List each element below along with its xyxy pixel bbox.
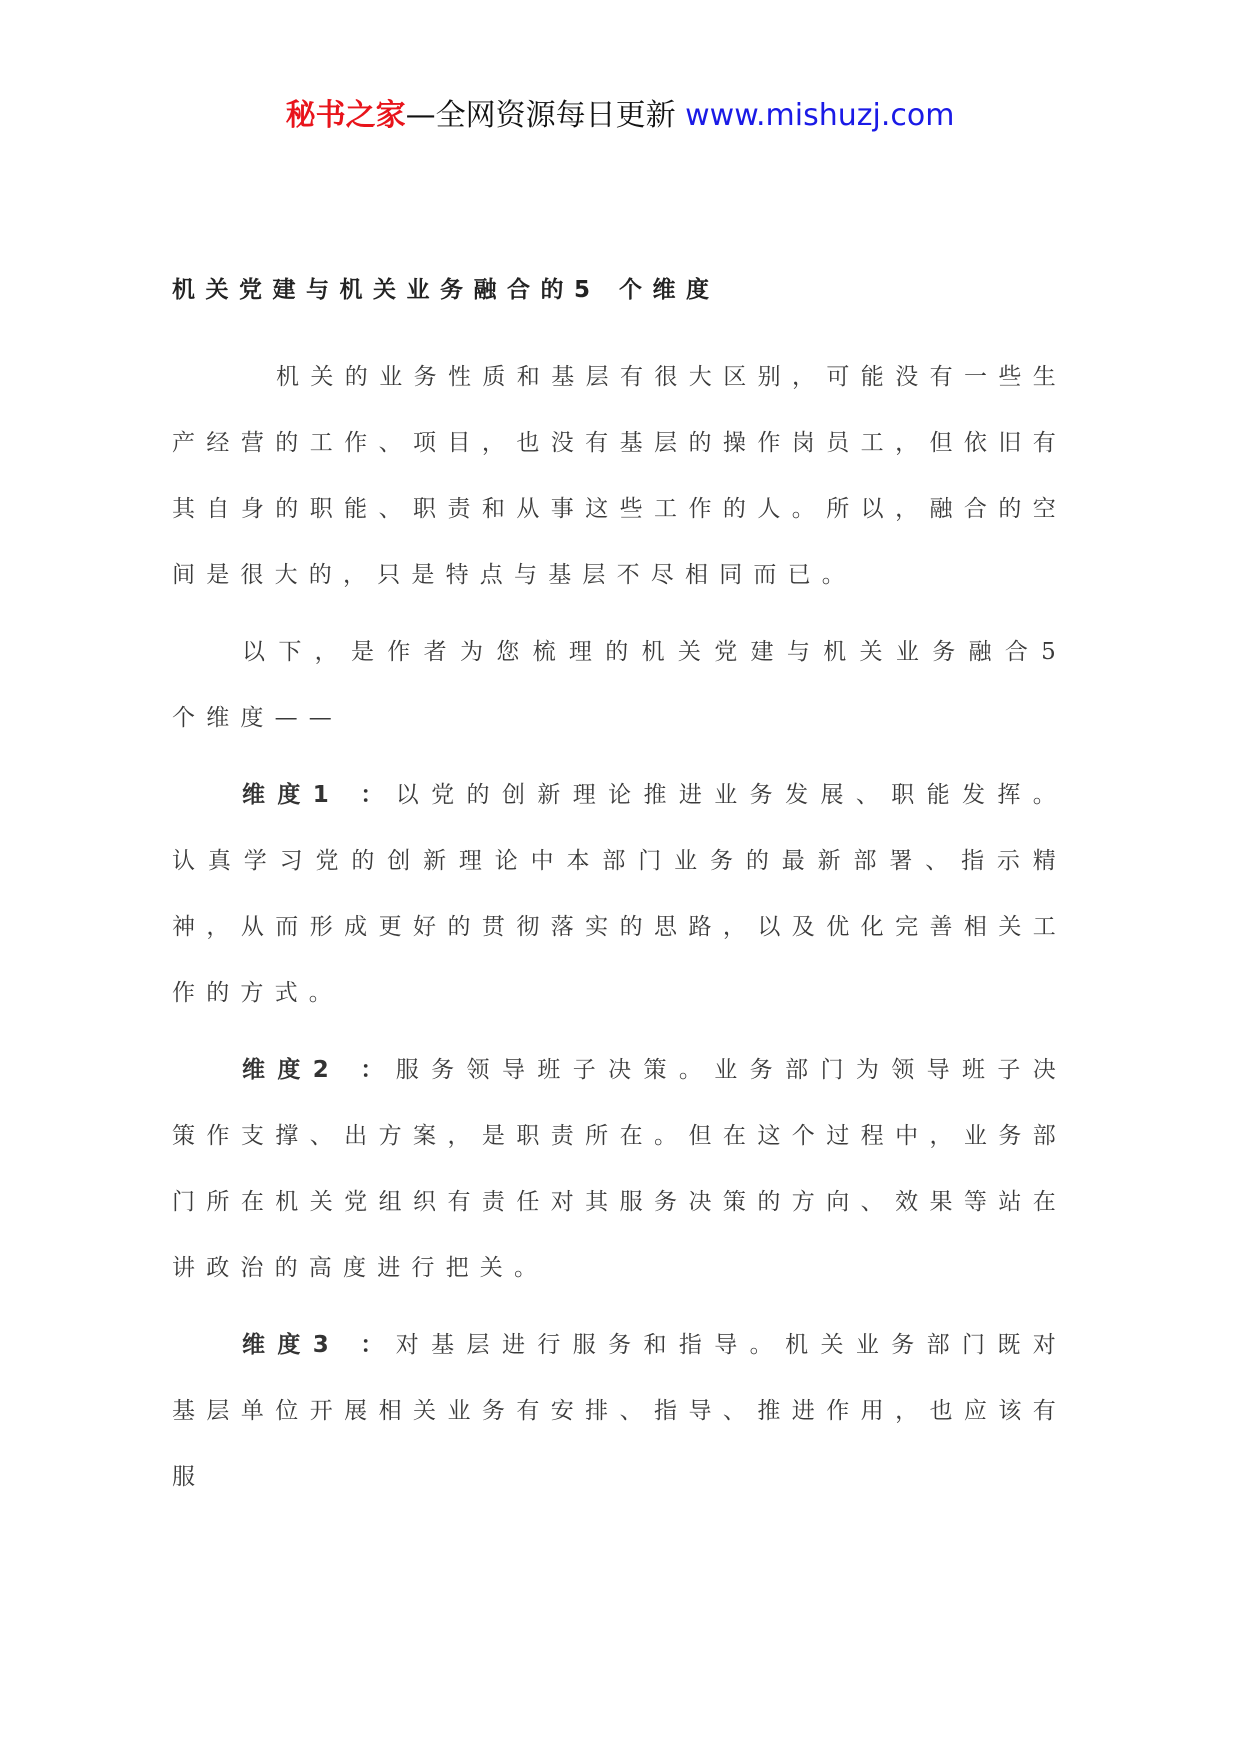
site-header [0,96,1240,136]
intro-paragraph: 机关的业务性质和基层有很大区别，可能没有一些生产经营的工作、项目，也没有基层的操作岗员工，但依旧有其自身的职能、职责和从事这些工作的人。所以，融合的空间是很大的，只是特点与基层不尽相同而已。 [172,364,1067,588]
dimension-paragraph [172,1037,1067,1301]
dimension-label: 维度1 ： [242,782,396,808]
site-tagline: —全网资源每日更新 [405,98,686,133]
dimension-text: 以党的创新理论推进业务发展、职能发挥。认真学习党的创新理论中本部门业务的最新部署、指示精神，从而形成更好的贯彻落实的思路，以及优化完善相关工作的方式。 [172,782,1067,1006]
site-brand: 秘书之家 [285,98,406,133]
document-body [172,270,1067,1521]
dimension-paragraph [172,1312,1067,1510]
document-title: 机关党建与机关业务融合的5 个维度 [172,277,720,303]
dimension-label: 维度2 ： [242,1057,396,1083]
intro-paragraph: 以下，是作者为您梳理的机关党建与机关业务融合5 个维度—— [172,639,1067,731]
dimension-paragraph [172,762,1067,1026]
dimension-text: 对基层进行服务和指导。机关业务部门既对基层单位开展相关业务有安排、指导、推进作用，也应该有服 [172,1332,1067,1490]
dimension-label: 维度3 ： [242,1332,396,1358]
dimension-text: 服务领导班子决策。业务部门为领导班子决策作支撑、出方案，是职责所在。但在这个过程中，业务部门所在机关党组织有责任对其服务决策的方向、效果等站在讲政治的高度进行把关。 [172,1057,1067,1281]
site-url-link[interactable]: www.mishuzj.com [685,98,955,133]
